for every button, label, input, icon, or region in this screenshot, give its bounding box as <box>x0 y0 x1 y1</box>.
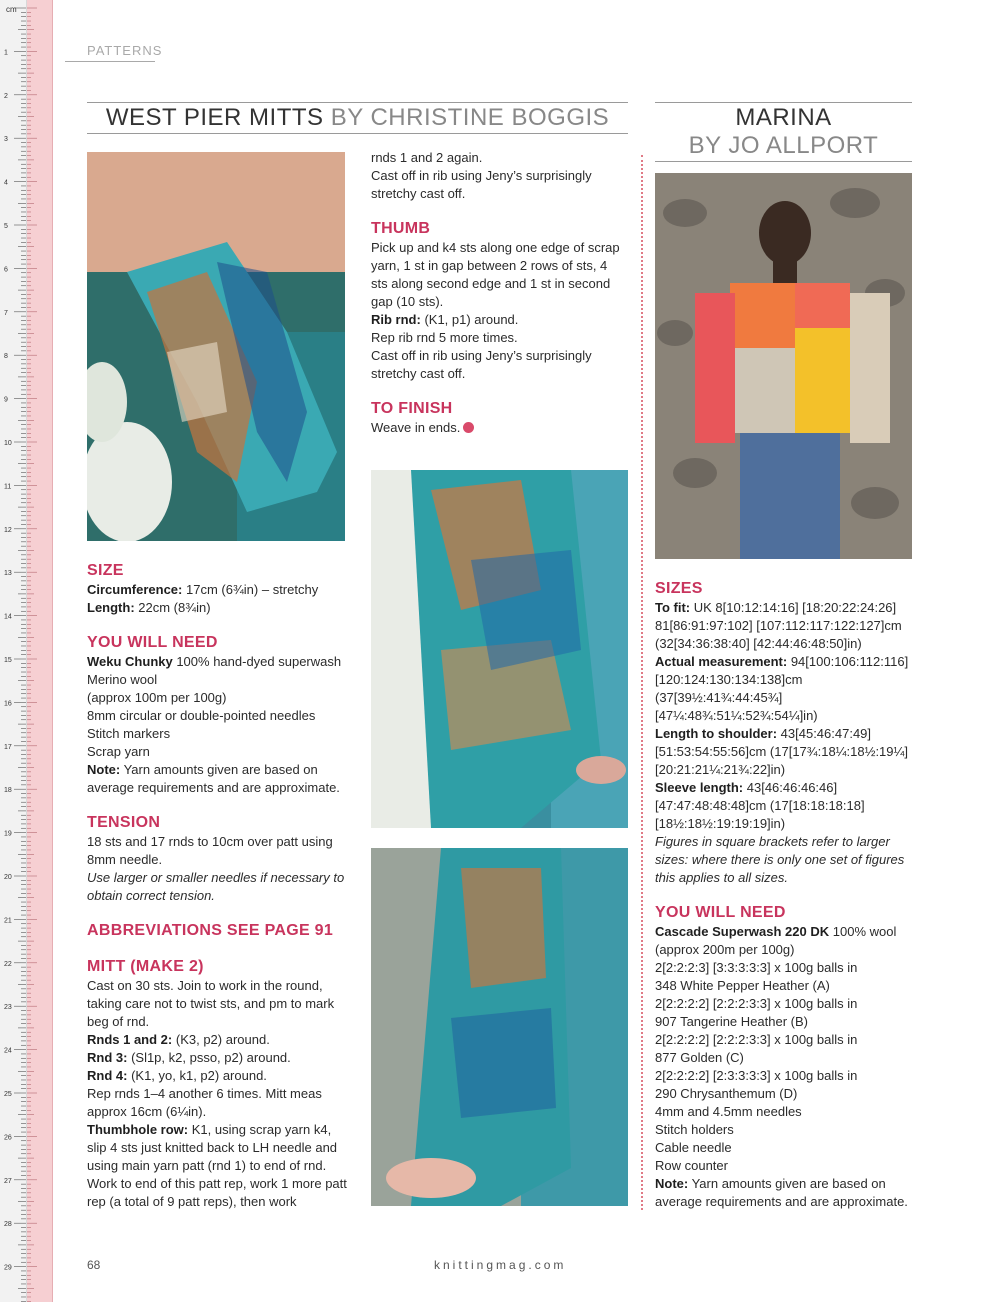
tension-italic: Use larger or smaller needles if necessary to obtain correct tension. <box>87 870 345 903</box>
photo-marina-sweater <box>655 173 912 559</box>
right-column <box>655 579 917 1211</box>
right-need-line: 2[2:2:2:2] [2:2:2:3:3] x 100g balls in <box>655 1032 858 1047</box>
fit-line <box>655 599 917 653</box>
yarn-ball-icon <box>463 422 474 433</box>
finish-text: Weave in ends. <box>371 420 461 435</box>
right-yarn-name: Cascade Superwash 220 DK <box>655 924 830 939</box>
right-pattern-title <box>655 104 912 160</box>
ruler-label: 17 <box>4 743 12 751</box>
left-column <box>87 561 349 1211</box>
rib-text: (K1, p1) around. <box>420 312 519 327</box>
right-note-label: Note: <box>655 1176 689 1191</box>
length-line <box>87 599 349 617</box>
right-need-line: (approx 200m per 100g) <box>655 942 795 957</box>
page-number: 68 <box>87 1258 101 1272</box>
mitt-rnd12 <box>87 1031 349 1049</box>
side-ruler <box>0 0 53 1302</box>
section-label: PATTERNS <box>87 43 163 58</box>
right-need-line: 2[2:2:2:3] [3:3:3:3:3] x 100g balls in <box>655 960 858 975</box>
ruler-label: 27 <box>4 1177 12 1185</box>
need-line: Scrap yarn <box>87 744 150 759</box>
finish-line <box>371 419 623 437</box>
length-value: 22cm (8¾in) <box>134 600 211 615</box>
actual-text: 94[100:106:112:116] [120:124:130:134:138]cm (37[39½:41¾:44:45¾] [47¼:48¾:51¼:52¾:54¼]in) <box>655 654 909 723</box>
rnd3-label: Rnd 3: <box>87 1050 128 1065</box>
thumb-text: Pick up and k4 sts along one edge of scrap yarn, 1 st in gap between 2 rows of sts, 4 sts along second edge and 1 st in second gap (10 sts). <box>371 240 620 309</box>
need-heading: YOU WILL NEED <box>87 634 218 651</box>
rib-label: Rib rnd: <box>371 312 421 327</box>
right-need-line: Stitch holders <box>655 1122 734 1137</box>
yarn-desc: 100% hand-dyed superwash Merino wool <box>87 654 342 687</box>
size-heading: SIZE <box>87 562 124 579</box>
sizes-italic: Figures in square brackets refer to larger sizes: where there is only one set of figures this applies to all sizes. <box>655 834 905 885</box>
ruler-label: 9 <box>4 396 8 404</box>
fit-text: UK 8[10:12:14:16] [18:20:22:24:26] 81[86:91:97:102] [107:112:117:122:127]cm (32[34:36:38:40] [42:44:46:48:50]in) <box>655 600 902 651</box>
need-note <box>87 761 349 797</box>
title-rule-bottom-right <box>655 161 912 162</box>
photo-mitt-closeup-2 <box>371 848 628 1206</box>
ruler-label: 26 <box>4 1134 12 1142</box>
mitt-rep: Rep rnds 1–4 another 6 times. Mitt meas approx 16cm (6¼in). <box>87 1086 322 1119</box>
shoulder-text: 43[45:46:47:49] [51:53:54:55:56]cm (17[17¾:18¼:18½:19¼] [20:21:21¼:21¾:22]in) <box>655 726 908 777</box>
ruler-label: 15 <box>4 657 12 664</box>
circumference-label: Circumference: <box>87 582 183 597</box>
ruler-label: 28 <box>4 1221 12 1229</box>
middle-column <box>371 149 623 437</box>
need-line: 8mm circular or double-pointed needles <box>87 708 316 723</box>
ruler-label: 10 <box>4 440 12 447</box>
rib-line <box>371 311 623 329</box>
ruler-label: 7 <box>4 309 8 317</box>
rnd4-label: Rnd 4: <box>87 1068 128 1083</box>
ruler-label: 6 <box>4 266 8 274</box>
cont-line: rnds 1 and 2 again. <box>371 150 483 165</box>
ruler-label: 24 <box>4 1047 12 1055</box>
ruler-label: 13 <box>4 570 12 578</box>
rnd12-label: Rnds 1 and 2: <box>87 1032 173 1047</box>
right-byline: BY JO ALLPORT <box>688 132 879 159</box>
yarn-line <box>87 653 349 689</box>
cont-line: Cast off in rib using Jeny’s surprisingly stretchy cast off. <box>371 168 592 201</box>
length-label: Length: <box>87 600 135 615</box>
abbrev-heading: ABBREVIATIONS SEE PAGE 91 <box>87 922 334 939</box>
ruler-label: 8 <box>4 353 8 361</box>
note-label: Note: <box>87 762 121 777</box>
ruler-label: 5 <box>4 223 8 230</box>
right-need-line: 2[2:2:2:2] [2:2:2:3:3] x 100g balls in <box>655 996 858 1011</box>
left-pattern-title <box>87 104 628 132</box>
mitt-heading: MITT (MAKE 2) <box>87 958 204 975</box>
circumference-value: 17cm (6¾in) – stretchy <box>182 582 319 597</box>
thumbhole-label: Thumbhole row: <box>87 1122 189 1137</box>
ruler-label: 3 <box>4 136 8 144</box>
actual-label: Actual measurement: <box>655 654 788 669</box>
title-rule-top-left <box>87 102 628 103</box>
rnd4-text: (K1, yo, k1, p2) around. <box>127 1068 267 1083</box>
yarn-name: Weku Chunky <box>87 654 173 669</box>
finish-heading: TO FINISH <box>371 400 453 417</box>
mitt-rnd3 <box>87 1049 349 1067</box>
circumference-line <box>87 581 349 599</box>
thumb-castoff: Cast off in rib using Jeny’s surprisingly stretchy cast off. <box>371 348 592 381</box>
ruler-label: 20 <box>4 874 12 881</box>
footer-url: knittingmag.com <box>434 1258 567 1272</box>
right-need-line: 348 White Pepper Heather (A) <box>655 978 830 993</box>
note-text: Yarn amounts given are based on average requirements and are approximate. <box>87 762 340 795</box>
ruler-unit: cm <box>6 5 17 14</box>
ruler-label: 29 <box>4 1264 12 1272</box>
right-yarn-desc: 100% wool <box>829 924 897 939</box>
fit-label: To fit: <box>655 600 691 615</box>
sleeve-line <box>655 779 917 833</box>
mitt-intro: Cast on 30 sts. Join to work in the round, taking care not to twist sts, and pm to mark beg of rnd. <box>87 978 335 1029</box>
right-title-text: MARINA <box>735 104 832 131</box>
ruler-ticks <box>0 0 52 1302</box>
photo-mitt-closeup-1 <box>371 470 628 828</box>
need-line: (approx 100m per 100g) <box>87 690 227 705</box>
left-byline: BY CHRISTINE BOGGIS <box>330 104 610 131</box>
ruler-label: 19 <box>4 830 12 838</box>
shoulder-label: Length to shoulder: <box>655 726 778 741</box>
right-need-line: 907 Tangerine Heather (B) <box>655 1014 808 1029</box>
ruler-label: 21 <box>4 917 12 925</box>
ruler-label: 1 <box>4 49 8 57</box>
right-need-line: 4mm and 4.5mm needles <box>655 1104 802 1119</box>
thumb-heading: THUMB <box>371 220 431 237</box>
ruler-label: 16 <box>4 700 12 708</box>
actual-line <box>655 653 917 725</box>
sizes-heading: SIZES <box>655 580 703 597</box>
ruler-label: 2 <box>4 92 8 100</box>
title-rule-top-right <box>655 102 912 103</box>
rnd12-text: (K3, p2) around. <box>172 1032 270 1047</box>
title-rule-bottom-left <box>87 133 628 134</box>
sleeve-label: Sleeve length: <box>655 780 744 795</box>
ruler-label: 23 <box>4 1004 12 1012</box>
mitt-thumbhole <box>87 1121 349 1211</box>
shoulder-line <box>655 725 917 779</box>
sleeve-text: 43[46:46:46:46] [47:47:48:48:48]cm (17[18:18:18:18] [18½:18½:19:19:19]in) <box>655 780 865 831</box>
ruler-label: 25 <box>4 1091 12 1098</box>
right-need-line: 290 Chrysanthemum (D) <box>655 1086 798 1101</box>
column-divider <box>641 155 643 1210</box>
thumb-rep: Rep rib rnd 5 more times. <box>371 330 518 345</box>
right-need-line: Row counter <box>655 1158 728 1173</box>
right-need-line: 2[2:2:2:2] [2:3:3:3:3] x 100g balls in <box>655 1068 858 1083</box>
mitt-rnd4 <box>87 1067 349 1085</box>
left-title-text: WEST PIER MITTS <box>105 104 324 131</box>
ruler-label: 12 <box>4 526 12 534</box>
right-note-text: Yarn amounts given are based on average requirements and are approximate. <box>655 1176 908 1209</box>
right-yarn-line <box>655 923 917 941</box>
tension-heading: TENSION <box>87 814 161 831</box>
ruler-label: 14 <box>4 613 12 621</box>
right-need-heading: YOU WILL NEED <box>655 904 786 921</box>
ruler-label: 11 <box>4 483 12 491</box>
tension-text: 18 sts and 17 rnds to 10cm over patt using 8mm needle. <box>87 834 333 867</box>
thumbhole-text: K1, using scrap yarn k4, slip 4 sts just knitted back to LH needle and using main yarn patt (rnd 1) to end of rnd. Work to end of this patt rep, work 1 more patt rep (a total of 9 patt reps), then work <box>87 1122 347 1209</box>
ruler-label: 4 <box>4 179 8 187</box>
photo-mitts-worn <box>87 152 345 541</box>
right-need-line: Cable needle <box>655 1140 732 1155</box>
need-line: Stitch markers <box>87 726 171 741</box>
section-rule <box>65 61 155 62</box>
ruler-label: 18 <box>4 787 12 795</box>
ruler-label: 22 <box>4 960 12 968</box>
rnd3-text: (Sl1p, k2, psso, p2) around. <box>127 1050 291 1065</box>
right-need-line: 877 Golden (C) <box>655 1050 744 1065</box>
right-need-note <box>655 1175 917 1211</box>
